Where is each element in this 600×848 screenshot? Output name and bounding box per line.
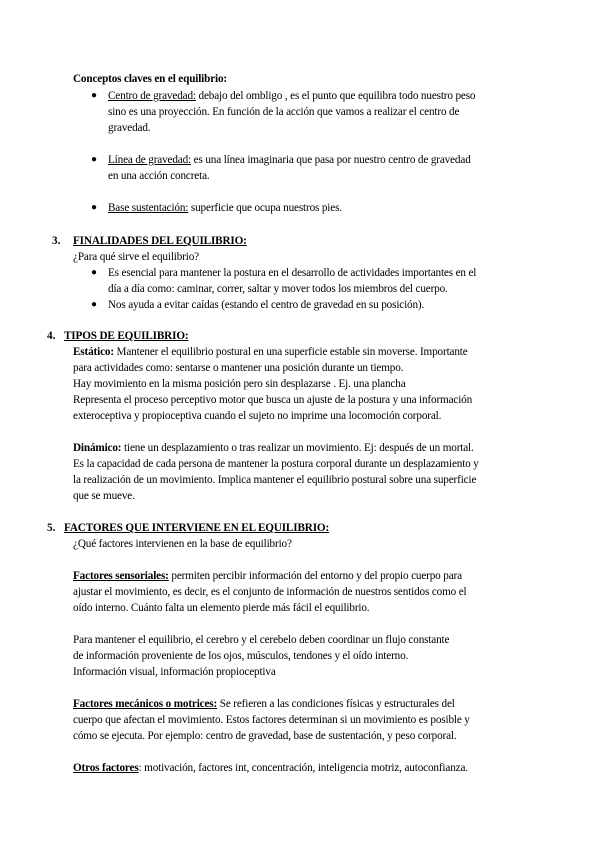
- cerebro-line: de información proveniente de los ojos, músculos, tendones y el oído interno.: [73, 650, 409, 662]
- sensoriales-line: Factores sensoriales: permiten percibir información del entorno y del propio cuerpo para: [73, 570, 462, 582]
- bullet-dot-icon: ●: [91, 202, 98, 213]
- finalidad-item: Es esencial para mantener la postura en el desarrollo de actividades importantes en el: [108, 267, 477, 279]
- estatico-line: para actividades como: sentarse o mantener una posición durante un tiempo.: [73, 362, 404, 374]
- concepto-line: sino es una proyección. En función de la acción que vamos a realizar el centro de: [108, 106, 460, 118]
- estatico-line: exteroceptiva y propioceptiva cuando el sujeto no imprime una locomoción corporal.: [73, 410, 442, 422]
- section-number: 3.: [52, 235, 61, 247]
- factores-heading: FACTORES QUE INTERVIENE EN EL EQUILIBRIO:: [64, 522, 330, 534]
- dinamico-line: la realización de un movimiento. Implica mantener el equilibrio postural sobre una superficie: [73, 474, 477, 486]
- dinamico-line: Es la capacidad de cada persona de mantener la postura corporal durante un desplazamiento y: [73, 458, 479, 470]
- cerebro-line: Para mantener el equilibrio, el cerebro y el cerebelo deben coordinar un flujo constante: [73, 634, 450, 646]
- factores-question: ¿Qué factores intervienen en la base de equilibrio?: [73, 538, 292, 550]
- concepto-linea-gravedad: Línea de gravedad: es una línea imaginaria que pasa por nuestro centro de gravedad: [108, 154, 471, 166]
- bullet-dot-icon: ●: [91, 90, 98, 101]
- concepto-centro-gravedad: Centro de gravedad: debajo del ombligo , es el punto que equilibra todo nuestro peso: [108, 90, 476, 102]
- concepto-base-sustentacion: Base sustentación: superficie que ocupa nuestros pies.: [108, 202, 342, 214]
- finalidad-item-cont: día a día como: caminar, correr, saltar y mover todos los miembros del cuerpo.: [108, 283, 448, 295]
- concepto-line: en una acción concreta.: [108, 170, 210, 182]
- conceptos-heading: Conceptos claves en el equilibrio:: [73, 73, 227, 85]
- mecanicos-line: cuerpo que afectan el movimiento. Estos factores determinan si un movimiento es posible y: [73, 714, 470, 726]
- mecanicos-line: Factores mecánicos o motrices: Se refieren a las condiciones físicas y estructurales del: [73, 698, 455, 710]
- section-number: 4.: [47, 330, 56, 342]
- finalidad-item: Nos ayuda a evitar caídas (estando el centro de gravedad en su posición).: [108, 299, 425, 311]
- estatico-line: Hay movimiento en la misma posición pero sin desplazarse . Ej. una plancha: [73, 378, 406, 390]
- bullet-dot-icon: ●: [91, 299, 98, 310]
- mecanicos-line: cómo se ejecuta. Por ejemplo: centro de gravedad, base de sustentación, y peso corporal.: [73, 730, 457, 742]
- concepto-line: gravedad.: [108, 122, 151, 134]
- otros-factores-line: Otros factores: motivación, factores int, concentración, inteligencia motriz, autoconfianza.: [73, 762, 468, 774]
- cerebro-line: Información visual, información propioceptiva: [73, 666, 276, 678]
- estatico-line: Representa el proceso perceptivo motor que busca un ajuste de la postura y una información: [73, 394, 473, 406]
- estatico-line: Estático: Mantener el equilibrio postural en una superficie estable sin moverse. Importante: [73, 346, 468, 358]
- finalidades-question: ¿Para qué sirve el equilibrio?: [73, 251, 199, 263]
- sensoriales-line: oído interno. Cuánto falta un elemento pierde más fácil el equilibrio.: [73, 602, 370, 614]
- section-number: 5.: [47, 522, 56, 534]
- bullet-dot-icon: ●: [91, 267, 98, 278]
- sensoriales-line: ajustar el movimiento, es decir, es el conjunto de información de nuestros sentidos como el: [73, 586, 467, 598]
- finalidades-heading: FINALIDADES DEL EQUILIBRIO:: [73, 235, 247, 247]
- dinamico-line: que se mueve.: [73, 490, 135, 502]
- dinamico-line: Dinámico: tiene un desplazamiento o tras realizar un movimiento. Ej: después de un mortal.: [73, 442, 474, 454]
- bullet-dot-icon: ●: [91, 154, 98, 165]
- tipos-heading: TIPOS DE EQUILIBRIO:: [64, 330, 189, 342]
